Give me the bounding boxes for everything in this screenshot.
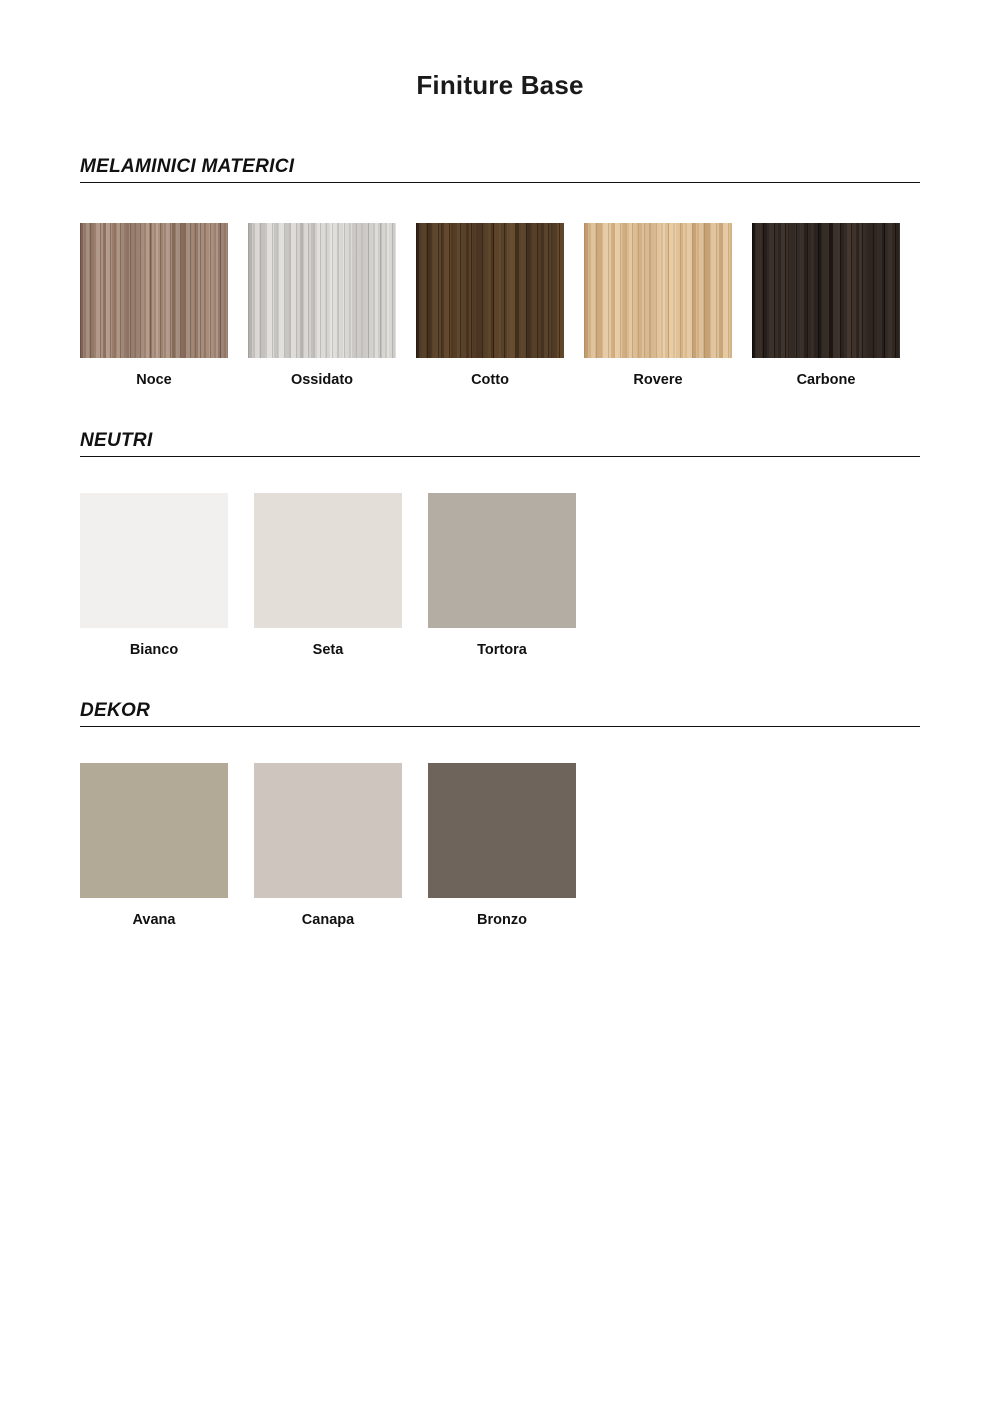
- swatch-color-noce: [80, 223, 228, 358]
- swatch-item[interactable]: [254, 763, 428, 928]
- swatch-label: Bianco: [129, 642, 179, 658]
- swatch-color-cotto: [416, 223, 564, 358]
- section-header: [80, 430, 920, 457]
- swatch-label: Noce: [136, 372, 172, 388]
- swatch-label: Seta: [312, 642, 344, 658]
- section-dekor: [0, 700, 1000, 928]
- swatch-row: [80, 493, 920, 658]
- swatch-label: Ossidato: [290, 372, 354, 388]
- section-melaminici-materici: [0, 156, 1000, 388]
- swatch-item[interactable]: [428, 763, 602, 928]
- swatch-color-seta: [254, 493, 402, 628]
- swatch-color-tortora: [428, 493, 576, 628]
- swatch-label: Canapa: [301, 912, 355, 928]
- swatch-item[interactable]: [416, 223, 584, 388]
- swatch-label: Rovere: [633, 372, 683, 388]
- swatch-item[interactable]: [80, 763, 254, 928]
- swatch-item[interactable]: [428, 493, 602, 658]
- swatch-item[interactable]: [80, 223, 248, 388]
- swatch-item[interactable]: [80, 493, 254, 658]
- swatch-color-ossidato: [248, 223, 396, 358]
- swatch-color-bianco: [80, 493, 228, 628]
- swatch-row: [80, 763, 920, 928]
- swatch-label: Bronzo: [477, 912, 527, 928]
- swatch-row: [80, 223, 920, 388]
- section-header: [80, 156, 920, 183]
- swatch-item[interactable]: [752, 223, 920, 388]
- swatch-color-canapa: [254, 763, 402, 898]
- swatch-color-bronzo: [428, 763, 576, 898]
- swatch-label: Carbone: [796, 372, 856, 388]
- swatch-label: Cotto: [471, 372, 509, 388]
- swatch-color-carbone: [752, 223, 900, 358]
- page-title: Finiture Base: [416, 70, 584, 100]
- swatch-item[interactable]: [584, 223, 752, 388]
- section-neutri: [0, 430, 1000, 658]
- swatch-color-rovere: [584, 223, 732, 358]
- section-title: NEUTRI: [80, 430, 153, 451]
- swatch-item[interactable]: [248, 223, 416, 388]
- swatch-label: Avana: [132, 912, 176, 928]
- swatch-item[interactable]: [254, 493, 428, 658]
- swatch-label: Tortora: [477, 642, 527, 658]
- section-title: DEKOR: [80, 700, 151, 721]
- swatch-color-avana: [80, 763, 228, 898]
- section-title: MELAMINICI MATERICI: [80, 156, 295, 177]
- section-header: [80, 700, 920, 727]
